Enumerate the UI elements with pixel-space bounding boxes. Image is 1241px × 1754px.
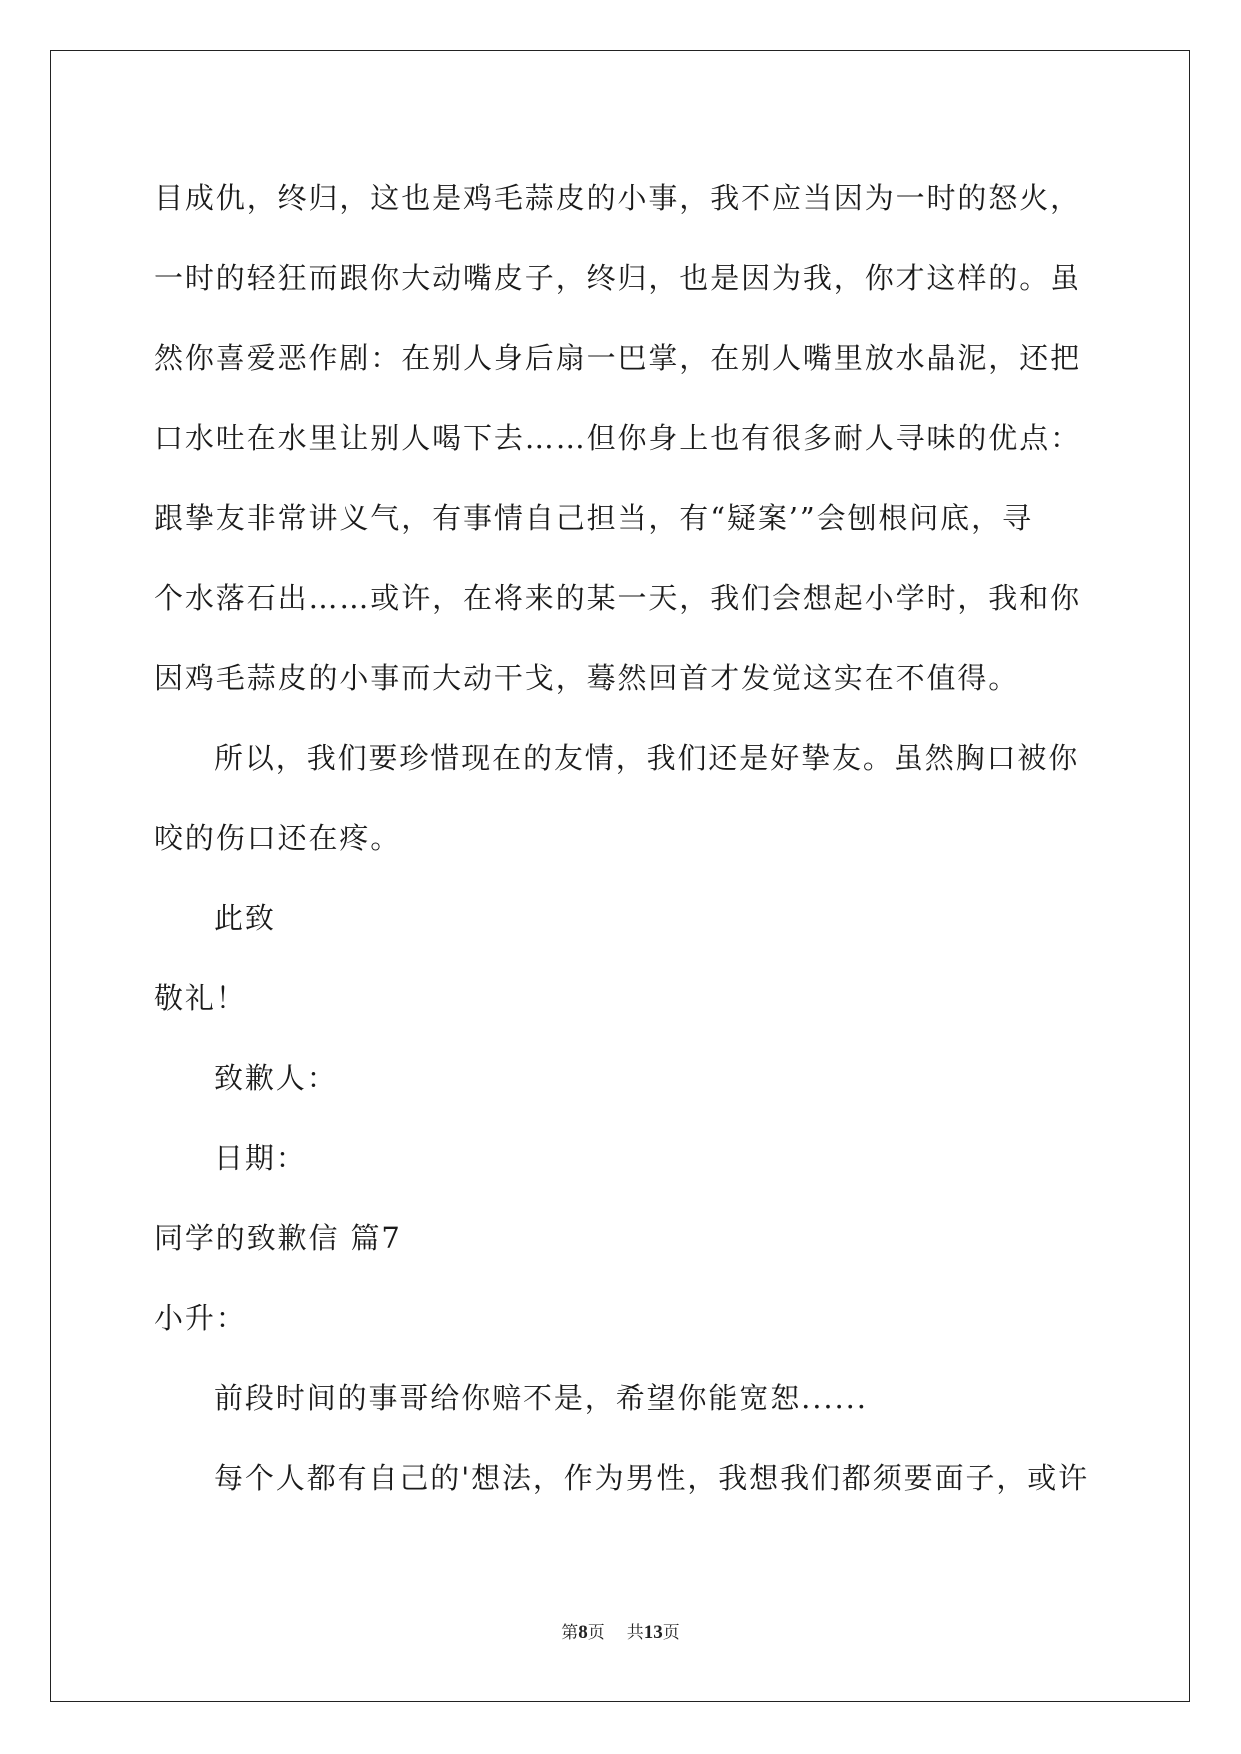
paragraph-line: 每个人都有自己的'想法，作为男性，我想我们都须要面子，或许 (214, 1461, 1090, 1495)
footer-page-prefix: 第 (561, 1623, 579, 1643)
paragraph-line: 所以，我们要珍惜现在的友情，我们还是好挚友。虽然胸口被你 (214, 741, 1080, 775)
section-heading: 同学的致歉信 篇7 (154, 1221, 402, 1255)
body-line: 一时的轻狂而跟你大动嘴皮子，终归，也是因为我，你才这样的。虽 (154, 261, 1082, 295)
body-line: 然你喜爱恶作剧：在别人身后扇一巴掌，在别人嘴里放水晶泥，还把 (154, 341, 1082, 375)
document-body (154, 158, 1094, 1518)
closing-salutation: 此致 (214, 901, 276, 935)
body-line: 因鸡毛蒜皮的小事而大动干戈，蓦然回首才发觉这实在不值得。 (154, 661, 1020, 695)
date-label: 日期： (214, 1141, 307, 1175)
letter-greeting: 小升： (154, 1301, 247, 1335)
closing-regards: 敬礼！ (154, 981, 247, 1015)
body-line: 口水吐在水里让别人喝下去……但你身上也有很多耐人寻味的优点： (154, 421, 1082, 455)
body-line: 跟挚友非常讲义气，有事情自己担当，有“疑案’”会刨根问底，寻 (154, 501, 1033, 535)
footer-page-suffix: 页 (587, 1623, 605, 1643)
footer-total-suffix: 页 (662, 1623, 680, 1643)
footer-total-prefix: 共 (626, 1623, 644, 1643)
body-line: 个水落石出……或许，在将来的某一天，我们会想起小学时，我和你 (154, 581, 1082, 615)
body-line: 咬的伤口还在疼。 (154, 821, 402, 855)
page-footer (0, 1622, 1241, 1644)
footer-total-pages: 13 (643, 1622, 663, 1643)
paragraph-line: 前段时间的事哥给你赔不是，希望你能宽恕...... (214, 1381, 868, 1415)
footer-page-number: 8 (578, 1622, 588, 1643)
signature-label: 致歉人： (214, 1061, 338, 1095)
body-line: 目成仇，终归，这也是鸡毛蒜皮的小事，我不应当因为一时的怒火， (154, 181, 1082, 215)
